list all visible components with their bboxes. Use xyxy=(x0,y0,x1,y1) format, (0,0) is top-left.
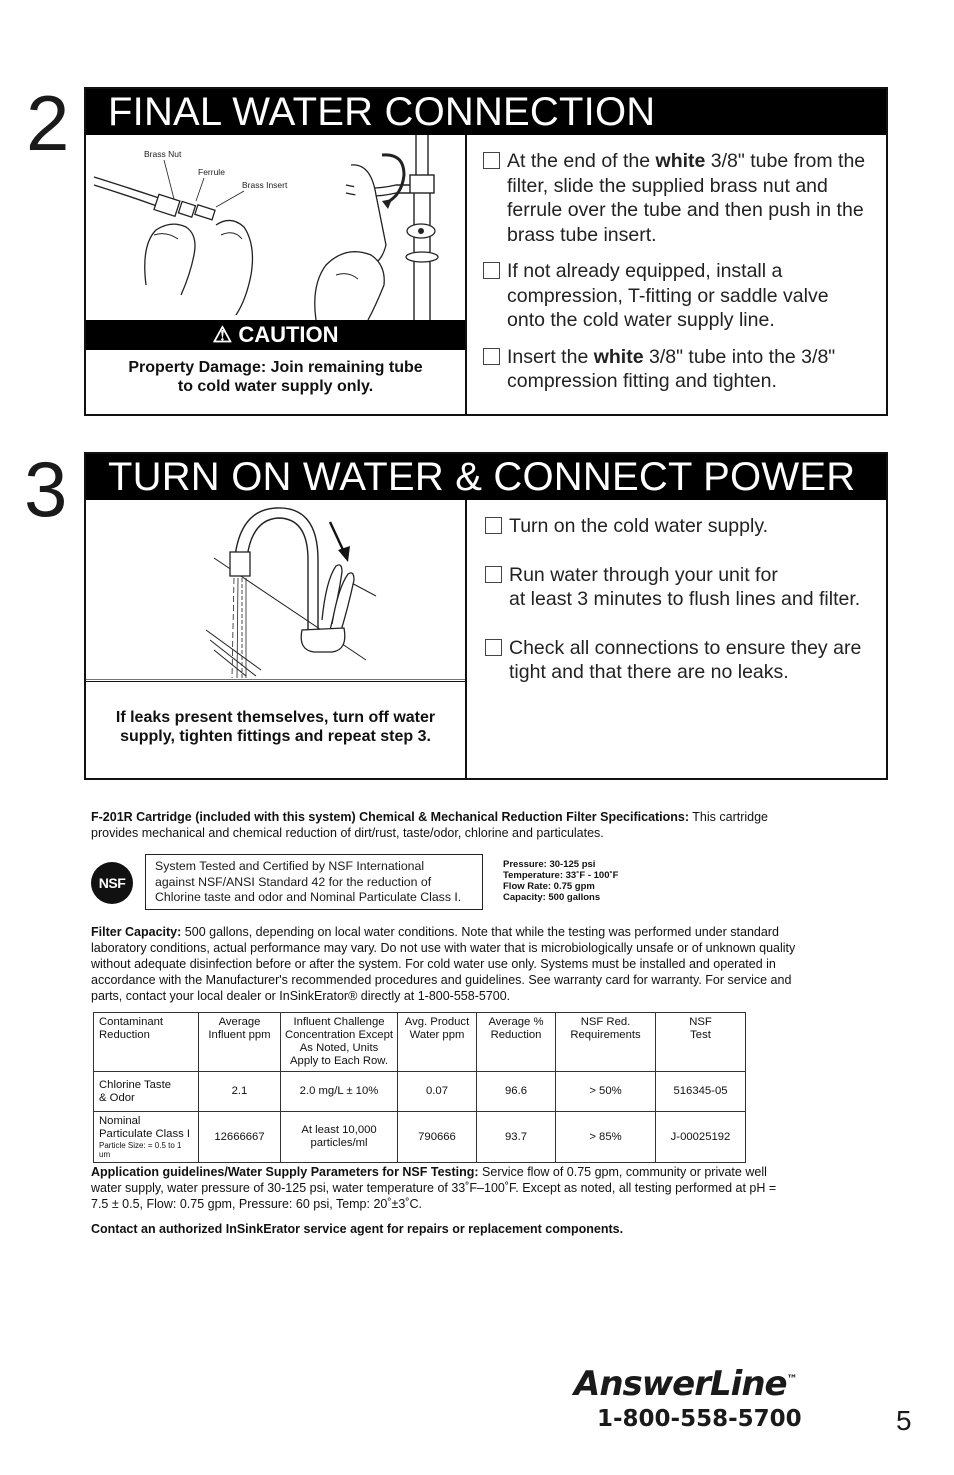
checklist-item xyxy=(485,636,870,685)
step3-checklist xyxy=(467,500,886,778)
item-text: Insert the xyxy=(507,345,594,368)
table-cell: 93.7 xyxy=(477,1112,556,1163)
capacity-text: 500 gallons, depending on local water conditions. Note that while the testing was performed under standard laboratory conditions, actual performance may vary. Do not use with water that is microbiologically unsafe or of unknown quality without adequate disinfection before or after the system. For cold water use only. Systems must be installed and operated in accordance with the Manufacturer's recommended procedures and guidelines. See warranty card for warranty. For service and parts, contact your local dealer or InSinkErator® directly at 1-800-558-5700. xyxy=(91,925,796,1003)
table-header-cell: Contaminant Reduction xyxy=(94,1013,199,1072)
caution-label: CAUTION xyxy=(238,322,339,347)
trademark: ™ xyxy=(786,1372,798,1386)
checkbox-icon xyxy=(485,517,502,534)
service-contact-note: Contact an authorized InSinkErator service agent for repairs or replacement components. xyxy=(91,1222,624,1236)
checkbox-icon xyxy=(485,566,502,583)
item-text: At the end of the xyxy=(507,150,656,172)
item-text: tight and that there are no leaks. xyxy=(509,661,789,683)
answerline-logo xyxy=(574,1364,798,1404)
item-text: Check all connections to ensure they are xyxy=(509,636,862,659)
caution-banner xyxy=(86,320,465,350)
table-header-cell: Average Influent ppm xyxy=(199,1013,281,1072)
particle-size-note: Particle Size: = 0.5 to 1 um xyxy=(99,1141,182,1159)
capacity-lead: Filter Capacity: xyxy=(91,925,182,939)
item-text: at least 3 minutes to flush lines and filter. xyxy=(509,588,861,610)
table-cell: 96.6 xyxy=(477,1072,556,1112)
table-cell: > 50% xyxy=(556,1072,656,1112)
answerline-phone: 1-800-558-5700 xyxy=(597,1406,802,1432)
contaminant-name: Nominal Particulate Class I xyxy=(99,1115,191,1140)
table-cell: 790666 xyxy=(398,1112,477,1163)
page-number: 5 xyxy=(896,1405,912,1436)
param-flow-rate: Flow Rate: 0.75 gpm xyxy=(503,881,595,892)
table-cell xyxy=(94,1112,199,1163)
warning-triangle-icon: ⚠ xyxy=(212,322,233,347)
param-pressure: Pressure: 30-125 psi xyxy=(503,859,596,870)
checkbox-icon xyxy=(483,348,500,365)
table-cell: > 85% xyxy=(556,1112,656,1163)
item-text: 3/8" tube into the 3/8" compression fitting and tighten. xyxy=(507,345,836,392)
caution-text-2: to cold water supply only. xyxy=(177,378,374,395)
item-bold: white xyxy=(593,345,644,368)
app-lead: Application guidelines/Water Supply Parameters for NSF Testing: xyxy=(91,1165,479,1179)
section-title: TURN ON WATER & CONNECT POWER xyxy=(86,454,886,500)
table-cell: 2.0 mg/L ± 10% xyxy=(281,1072,398,1112)
section-final-water-connection xyxy=(84,87,888,416)
param-temperature: Temperature: 33˚F - 100˚F xyxy=(503,870,619,881)
table-cell: 516345-05 xyxy=(656,1072,746,1112)
spec-heading: F-201R Cartridge (included with this system) Chemical & Mechanical Reduction Filter Specifications: xyxy=(91,810,690,824)
table-cell: J-00025192 xyxy=(656,1112,746,1163)
checkbox-icon xyxy=(483,262,500,279)
operating-parameters xyxy=(503,859,618,903)
checklist-item xyxy=(485,514,870,539)
checkbox-icon xyxy=(485,639,502,656)
cert-line: against NSF/ANSI Standard 42 for the reduction of xyxy=(155,874,432,889)
install-diagram-panel xyxy=(86,135,467,414)
caution-message xyxy=(86,358,465,396)
label-brass-insert: Brass Insert xyxy=(242,180,288,190)
cert-line: System Tested and Certified by NSF International xyxy=(155,859,425,873)
faucet-diagram-panel xyxy=(86,500,467,778)
logo-text: AnswerLine xyxy=(574,1364,787,1404)
nsf-logo: NSF xyxy=(91,862,133,904)
caution-lead: Property Damage: xyxy=(128,359,267,376)
label-brass-nut: Brass Nut xyxy=(144,149,182,159)
leak-text-1: If leaks present themselves, turn off water xyxy=(115,709,436,726)
table-cell: 0.07 xyxy=(398,1072,477,1112)
divider xyxy=(86,681,465,682)
table-header-cell: Average % Reduction xyxy=(477,1013,556,1072)
leak-text-2: supply, tighten fittings and repeat step 3. xyxy=(120,728,431,745)
table-cell: 2.1 xyxy=(199,1072,281,1112)
application-guidelines xyxy=(91,1164,781,1212)
step-number-2: 2 xyxy=(26,79,70,167)
checkbox-icon xyxy=(483,152,500,169)
app-text: Service flow of 0.75 gpm, community or private well water supply, water pressure of 30-125 psi, water temperature of 33˚F–100˚F. Except as noted, all testing performed at pH = 7.5 ± 0.5, Flow: 0.75 gpm, Pressure: 60 psi, Temp: 20˚±3˚C. xyxy=(91,1165,777,1211)
item-text: Turn on the cold water supply. xyxy=(509,515,769,537)
spec-heading-text: This cartridge provides mechanical and chemical reduction of dirt/rust, taste/odor, chlorine and particulates. xyxy=(91,810,769,840)
param-capacity: Capacity: 500 gallons xyxy=(503,892,601,903)
cert-line: Chlorine taste and odor and Nominal Particulate Class I. xyxy=(155,890,462,904)
table-header-cell: NSF Red. Requirements xyxy=(556,1013,656,1072)
brass-fitting-illustration xyxy=(86,135,465,320)
step2-checklist xyxy=(467,135,886,414)
table-header-cell: Avg. Product Water ppm xyxy=(398,1013,477,1072)
filter-capacity-paragraph xyxy=(91,924,811,1004)
checklist-item xyxy=(483,149,870,247)
table-cell: 12666667 xyxy=(199,1112,281,1163)
item-text: If not already equipped, install a compression, T-fitting or saddle valve onto the cold water supply line. xyxy=(507,260,829,331)
certification-box xyxy=(145,854,483,910)
caution-text-1: Join remaining tube xyxy=(266,359,423,376)
table-header-row xyxy=(94,1013,746,1072)
item-text: Run water through your unit for xyxy=(509,563,778,586)
section-turn-on-water xyxy=(84,452,888,780)
step-number-3: 3 xyxy=(24,445,68,533)
table-cell: At least 10,000 particles/ml xyxy=(281,1112,398,1163)
performance-data-table xyxy=(93,1012,746,1163)
item-bold: white xyxy=(655,150,706,172)
checklist-item xyxy=(483,259,870,333)
table-row xyxy=(94,1072,746,1112)
cartridge-spec-intro xyxy=(91,809,791,841)
label-ferrule: Ferrule xyxy=(198,167,225,177)
checklist-item xyxy=(483,345,870,394)
item-text: 3/8" tube from the filter, slide the supplied brass nut and ferrule over the tube and then push in the brass tube insert. xyxy=(507,150,866,246)
table-row xyxy=(94,1112,746,1163)
faucet-illustration xyxy=(86,500,465,680)
table-header-cell: NSF Test xyxy=(656,1013,746,1072)
table-cell: Chlorine Taste & Odor xyxy=(94,1072,199,1112)
table-header-cell: Influent Challenge Concentration Except As Noted, Units Apply to Each Row. xyxy=(281,1013,398,1072)
section-title: FINAL WATER CONNECTION xyxy=(86,89,886,135)
checklist-item xyxy=(485,563,870,612)
leak-instructions xyxy=(86,708,465,746)
